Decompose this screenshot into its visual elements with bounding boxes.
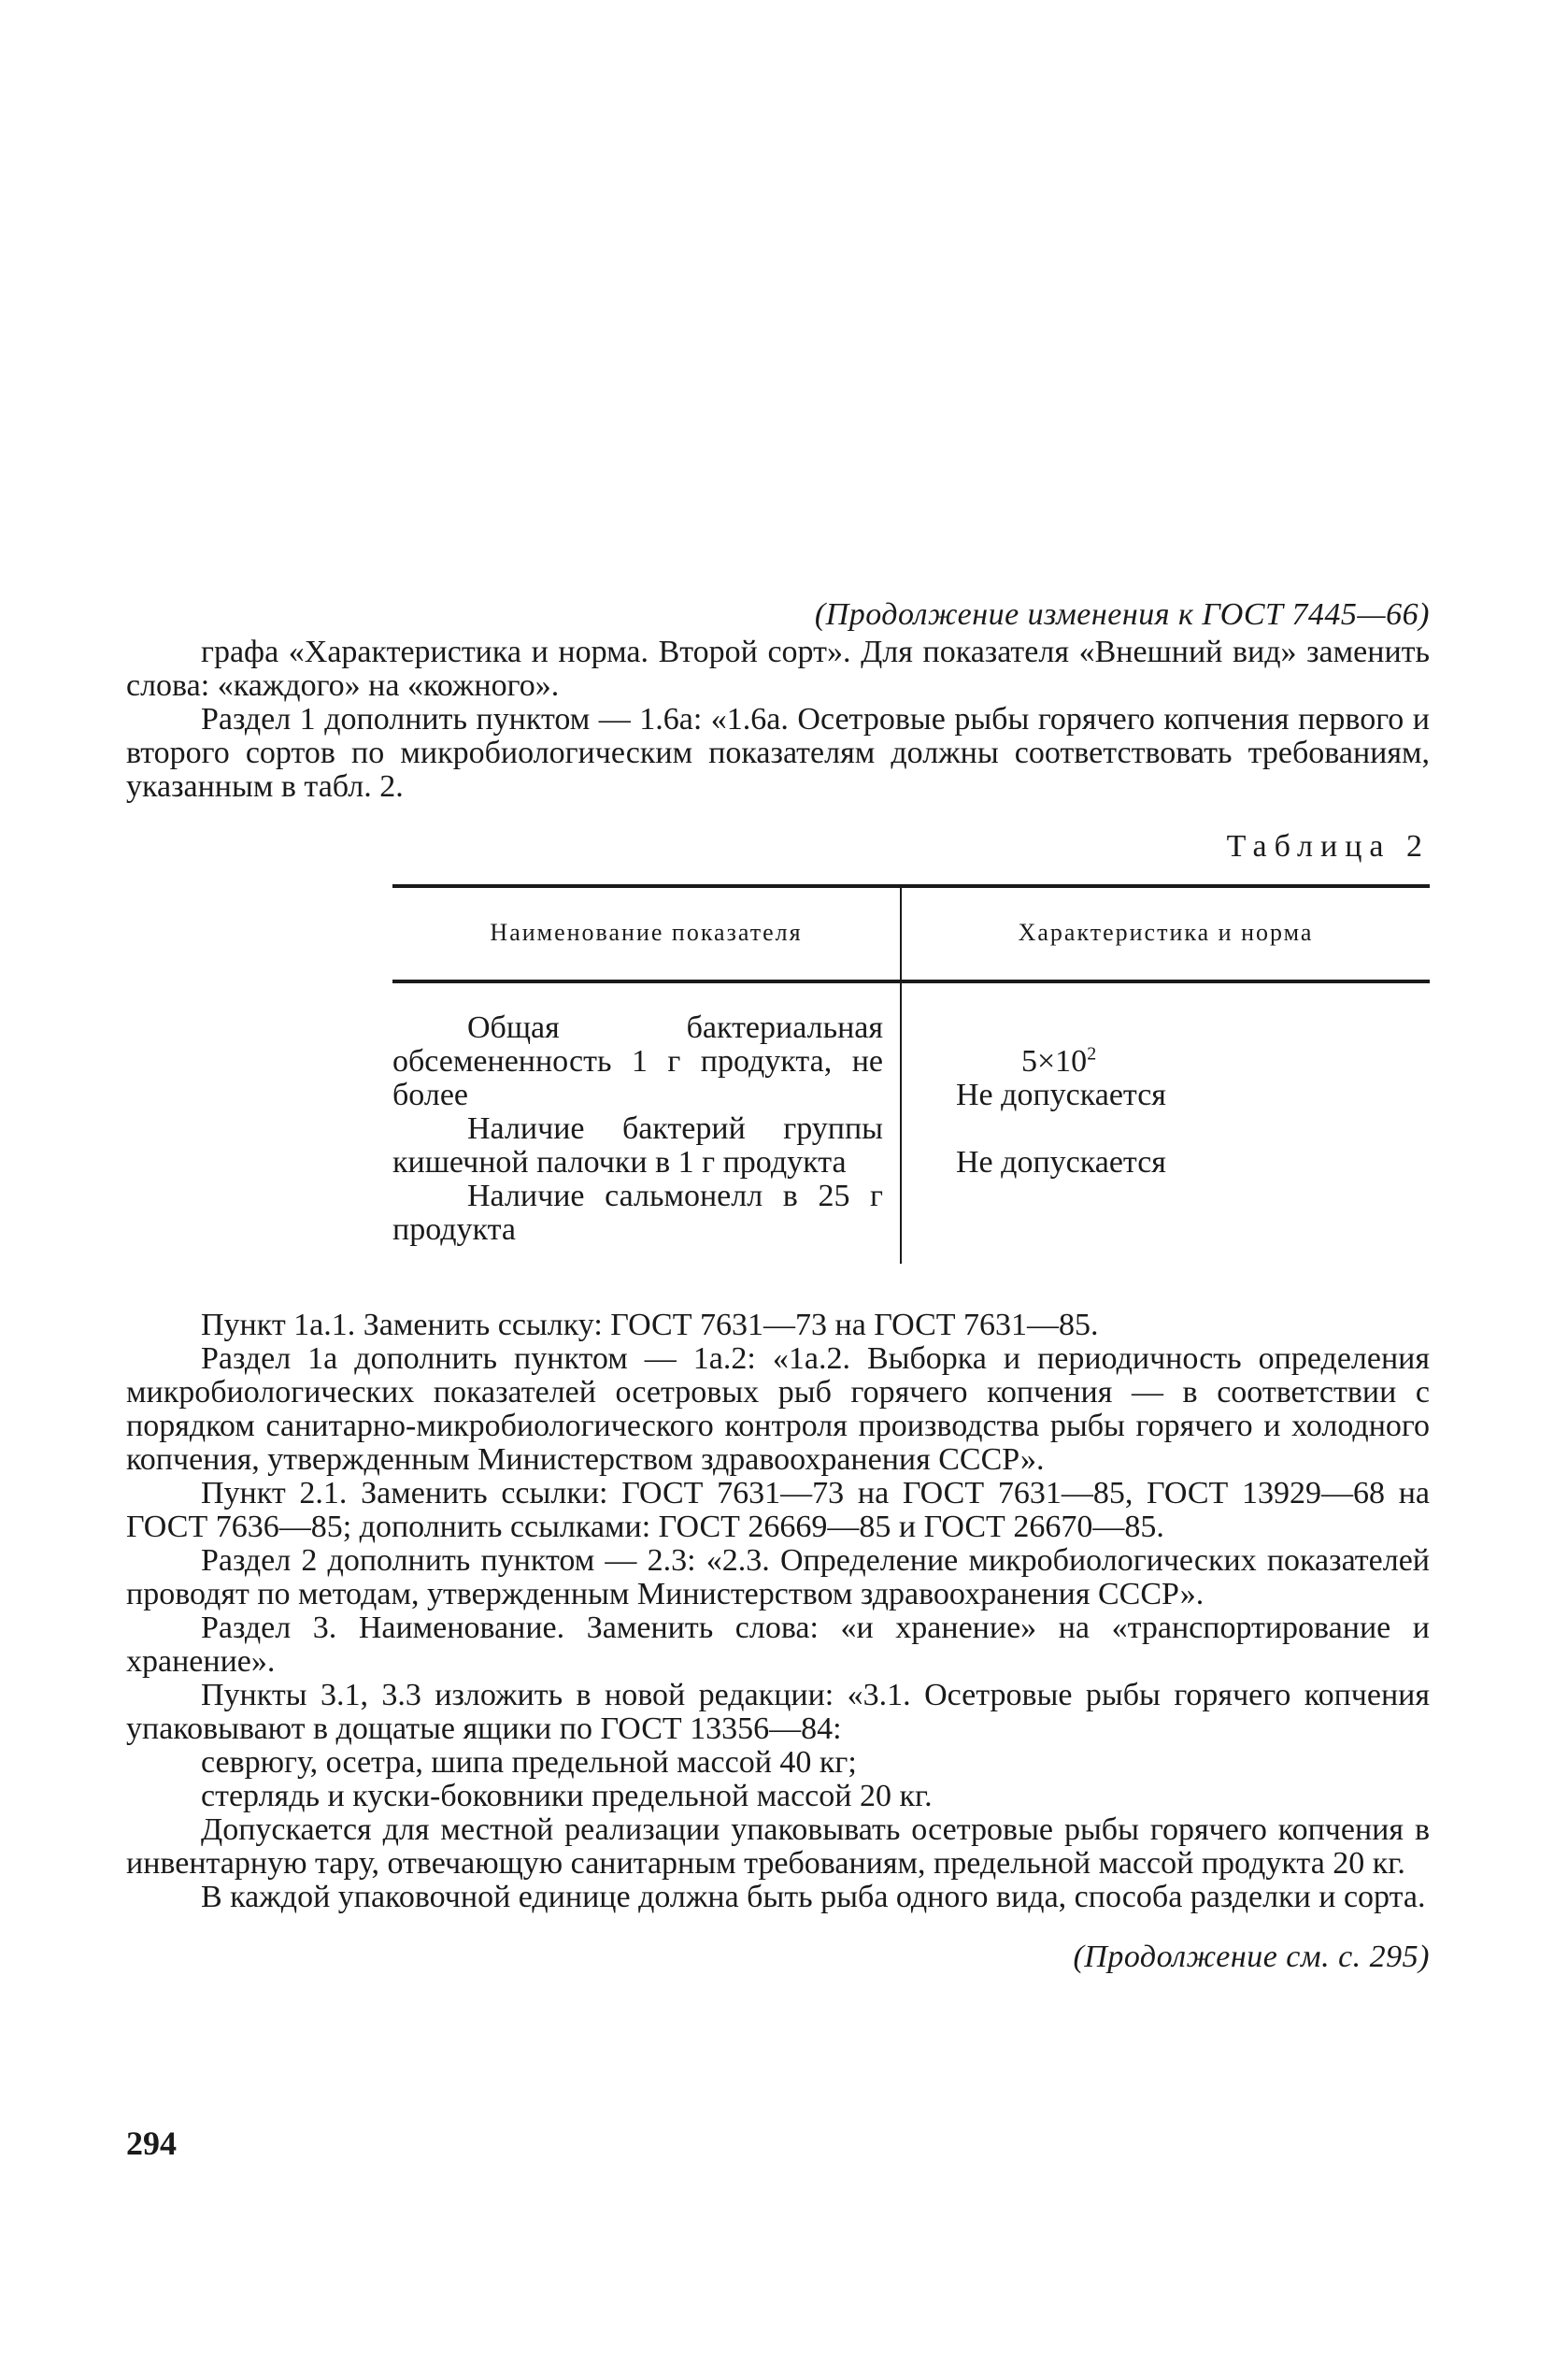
indicator-name: Общая бактериальная обсемененность 1 г продукта, не более [392,1010,883,1112]
indicator-cell [392,981,901,1264]
table-row [392,981,1430,1264]
norm-base: 5×10 [1021,1044,1088,1079]
paragraph: Допускается для местной реализации упаковывать осетровые рыбы горячего копчения в инвентарную тару, отвечающую санитарным требованиям, предельной массой продукта 20 кг. [126,1812,1430,1881]
paragraph: Раздел 1 дополнить пунктом — 1.6а: «1.6а. Осетровые рыбы горячего копчения первого и второго сортов по микробиологическим показателям должны соответствовать требованиям, указанным в табл. 2. [126,702,1430,804]
list-item: стерлядь и куски-боковники предельной массой 20 кг. [201,1779,933,1813]
list-item: севрюгу, осетра, шипа предельной массой 40 кг; [201,1745,857,1780]
norm-value: Не допускается [956,1078,1166,1112]
table-caption: Таблица 2 [1226,829,1430,864]
continuation-header: (Продолжение изменения к ГОСТ 7445—66) [814,597,1430,632]
page-number: 294 [126,2125,177,2162]
continuation-footer: (Продолжение см. с. 295) [1073,1940,1430,1974]
paragraph: Пункт 1а.1. Заменить ссылку: ГОСТ 7631—73 на ГОСТ 7631—85. [201,1308,1099,1342]
norm-cell [901,981,1430,1264]
paragraph: Пункт 2.1. Заменить ссылки: ГОСТ 7631—73 на ГОСТ 7631—85, ГОСТ 13929—68 на ГОСТ 7636—85; дополнить ссылками: ГОСТ 26669—85 и ГОСТ 26670—85. [126,1476,1430,1544]
table-header-row [392,886,1430,981]
paragraph: Раздел 3. Наименование. Заменить слова: «и хранение» на «транспортирование и хранение». [126,1610,1430,1679]
indicator-name: Наличие бактерий группы кишечной палочки в 1 г продукта [392,1111,883,1180]
norm-exponent: 2 [1087,1043,1097,1065]
paragraph: В каждой упаковочной единице должна быть рыба одного вида, способа разделки и сорта. [201,1880,1426,1914]
paragraph: Раздел 1а дополнить пунктом — 1а.2: «1а.2. Выборка и периодичность определения микробиологических показателей осетровых рыб горячего копчения — в соответствии с порядком санитарно-микробиологического контроля производства рыбы горячего и холодного копчения, утвержденным Министерством здравоохранения СССР». [126,1341,1430,1477]
paragraph: графа «Характеристика и норма. Второй сорт». Для показателя «Внешний вид» заменить слова: «каждого» на «кожного». [126,635,1430,703]
body-text [126,1309,1430,1914]
column-header-norm: Характеристика и норма [901,886,1430,981]
paragraph: Пункты 3.1, 3.3 изложить в новой редакции: «3.1. Осетровые рыбы горячего копчения упаковывают в дощатые ящики по ГОСТ 13356—84: [126,1678,1430,1746]
indicator-name: Наличие сальмонелл в 25 г продукта [392,1179,883,1247]
norm-value [956,1011,1430,1079]
page-content [126,598,1430,1974]
table-2 [392,884,1430,1264]
column-header-indicator: Наименование показателя [392,886,901,981]
paragraph: Раздел 2 дополнить пунктом — 2.3: «2.3. Определение микробиологических показателей проводят по методам, утвержденным Министерством здравоохранения СССР». [126,1543,1430,1611]
norm-value: Не допускается [956,1145,1166,1180]
